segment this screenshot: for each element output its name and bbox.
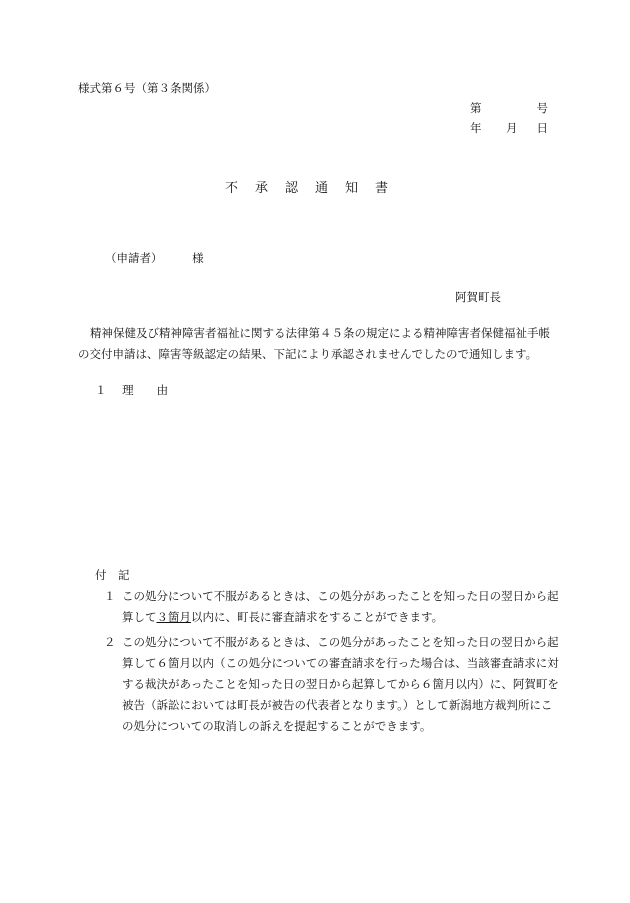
notes-heading: 付 記 (95, 568, 130, 582)
addressee (105, 250, 204, 266)
note-item-1 (104, 586, 559, 628)
document-title: 不承認通知書 (224, 181, 405, 196)
note-text: この処分について不服があるときは、この処分があったことを知った日の翌日から起算して６箇月以内（この処分についての審査請求を行った場合は、当該審査請求に対する裁決があったことを知った日の翌日から起算してから６箇月以内）に、阿賀町を被告（訴訟においては町長が被告の代表者となります。）として新潟地方裁判所にこの処分についての取消しの訴えを提起することができます。 (122, 635, 559, 733)
note-text: この処分について不服があるときは、この処分があったことを知った日の翌日から起算して３箇月以内に、町長に審査請求をすることができます。 (122, 589, 559, 624)
document-number-line (470, 100, 550, 116)
sender: 阿賀町長 (455, 290, 501, 304)
reason-heading (95, 382, 168, 398)
date-day: 日 (536, 121, 548, 135)
reason-label: 理 由 (122, 383, 169, 397)
date-year: 年 (470, 121, 482, 135)
addressee-honorific: 様 (192, 251, 204, 265)
date-month: 月 (506, 121, 518, 135)
date-line (470, 120, 550, 136)
body-text: 精神保健及び精神障害者福祉に関する法律第４５条の規定による精神障害者保健福祉手帳の交付申請は、障害等級認定の結果、下記により承認されませんでしたので通知します。 (78, 326, 550, 361)
number-prefix: 第 (470, 101, 482, 115)
form-number: 様式第６号（第３条関係） (78, 81, 216, 95)
note-number: １ (104, 589, 116, 603)
note-item-2 (104, 632, 559, 737)
applicant-label: （申請者） (105, 251, 163, 265)
underlined-period: ３箇月 (156, 610, 191, 624)
reason-number: １ (95, 383, 107, 397)
note-number: ２ (104, 635, 116, 649)
number-suffix: 号 (536, 101, 548, 115)
